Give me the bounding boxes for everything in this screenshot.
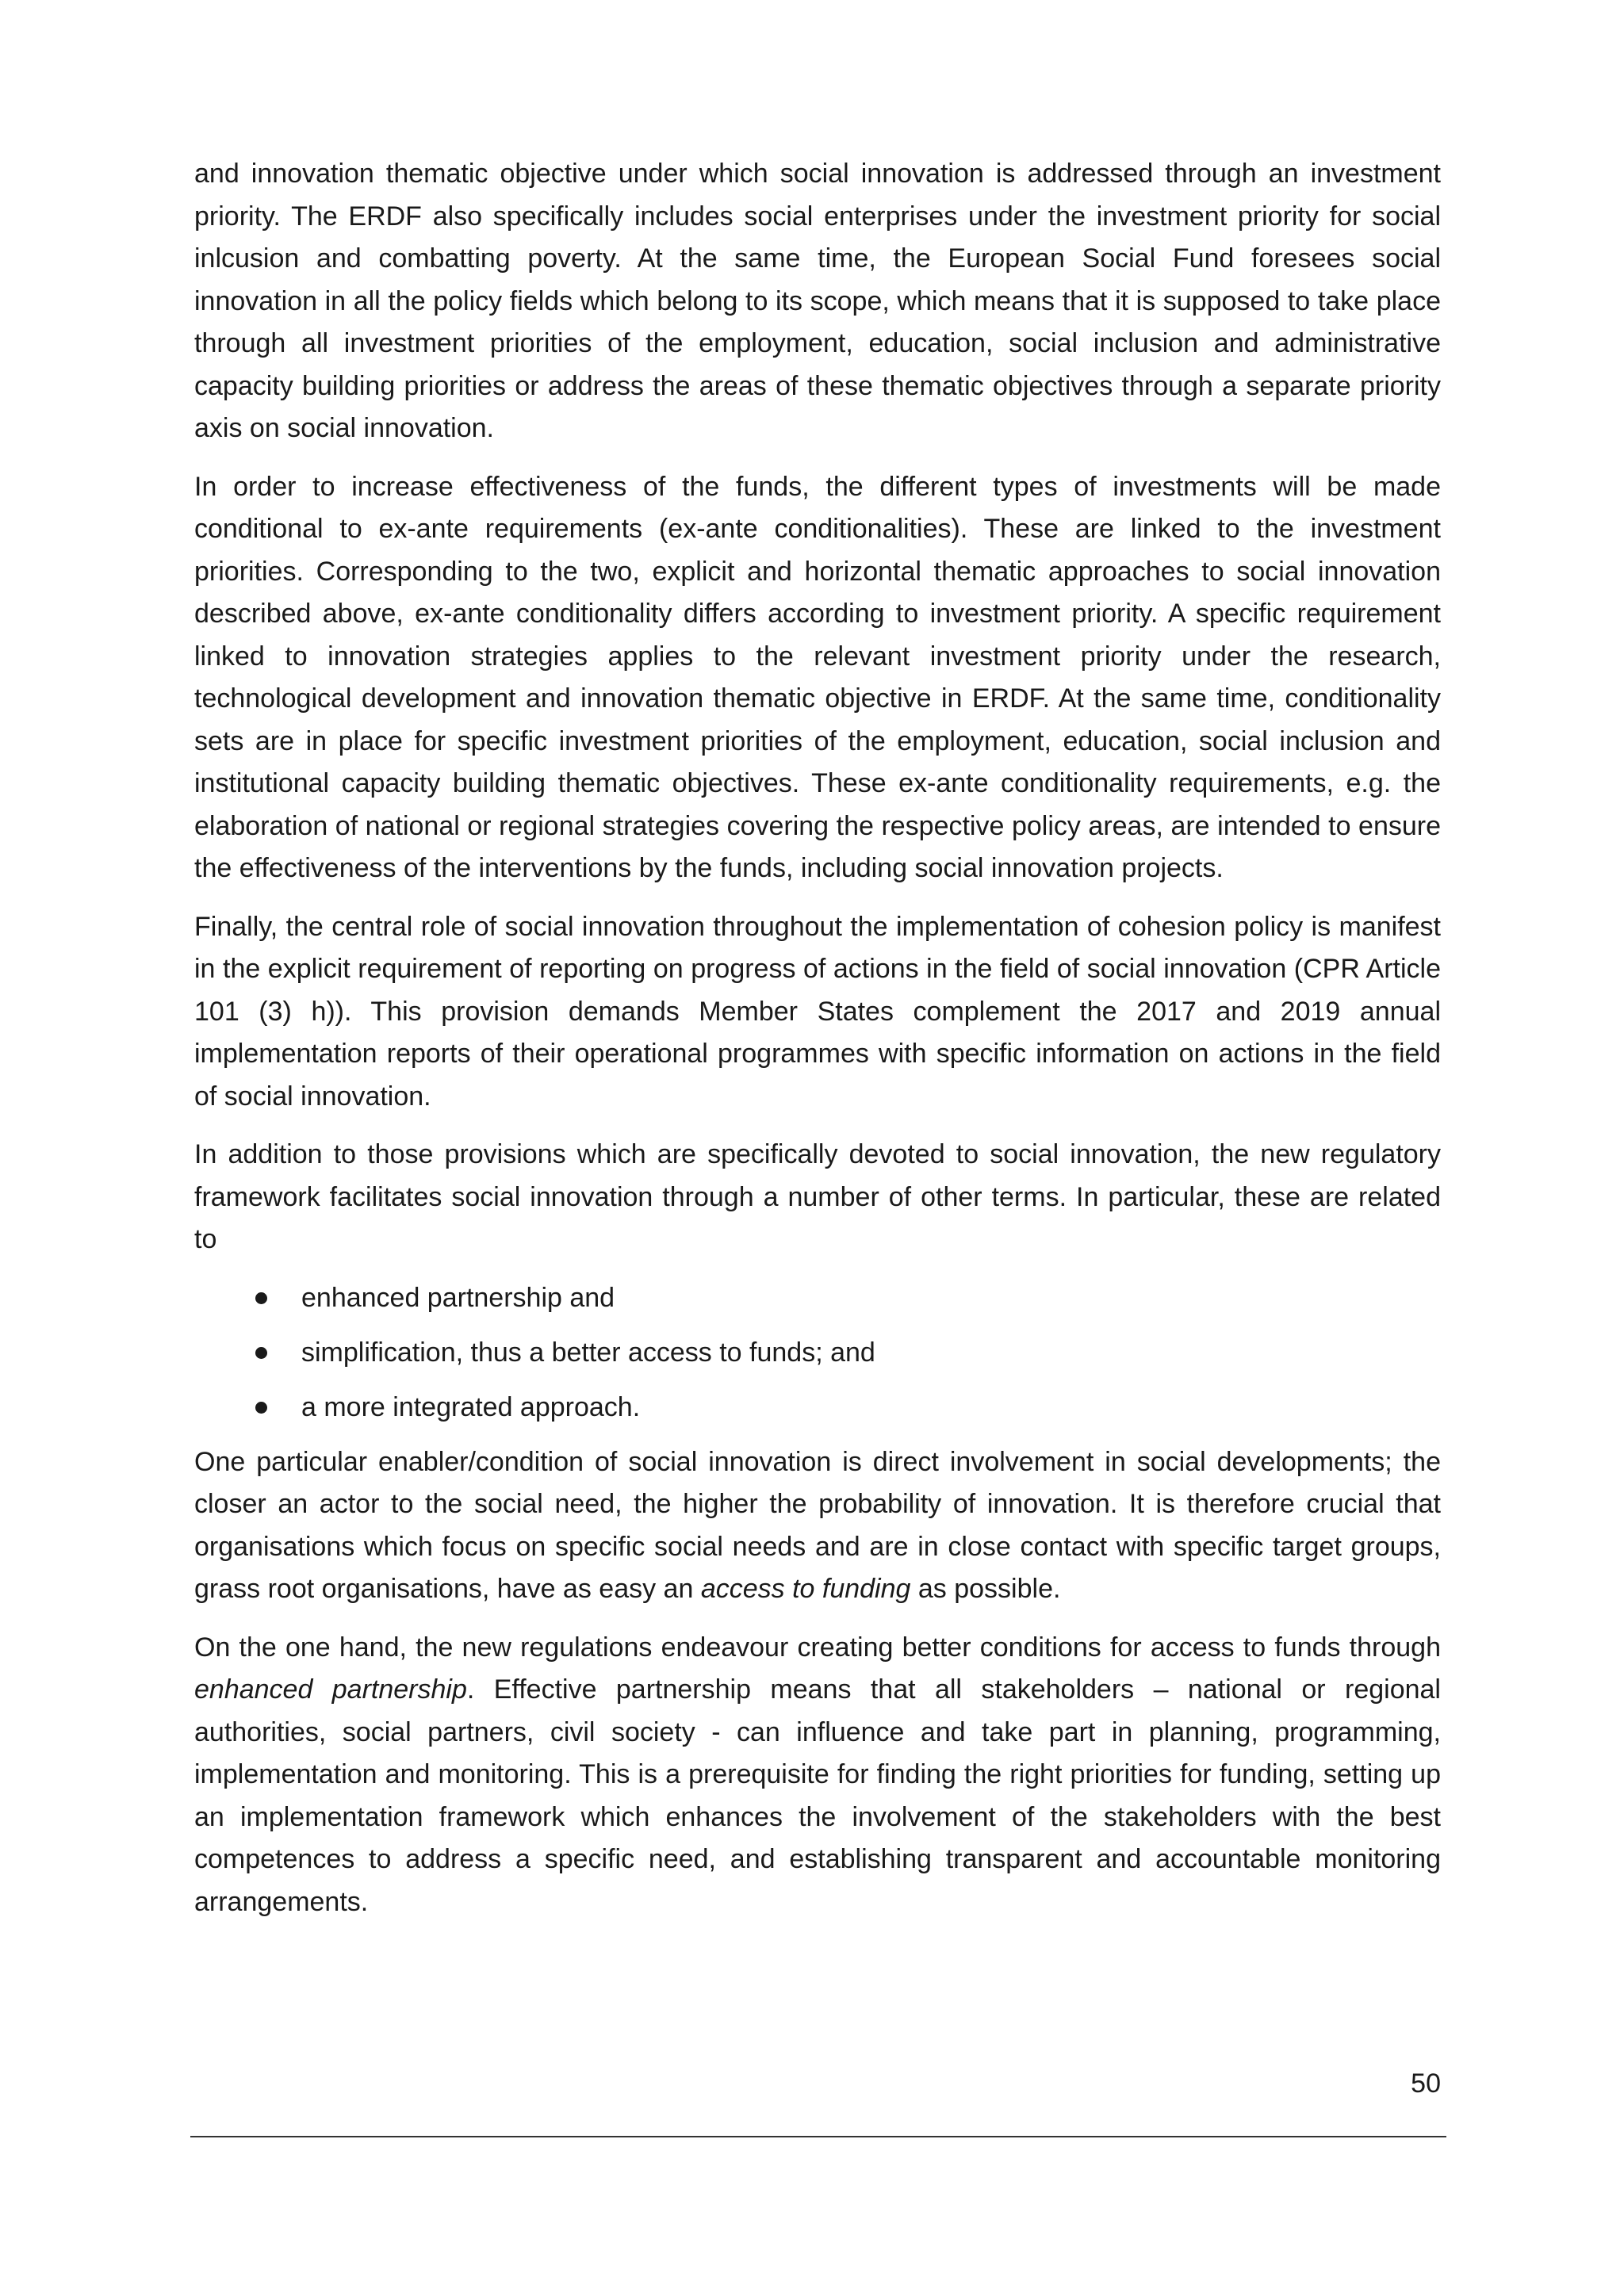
- paragraph: and innovation thematic objective under which social innovation is addressed through an investment priority. The ERDF also specifically includes social enterprises under the investment priority for social inlcusion and combatting poverty. At the same time, the European Social Fund foresees social innovation in all the policy fields which belong to its scope, which means that it is supposed to take place through all investment priorities of the employment, education, social inclusion and administrative capacity building priorities or address the areas of these thematic objectives through a separate priority axis on social innovation.: [194, 159, 1441, 443]
- list-item-text: a more integrated approach.: [301, 1391, 641, 1422]
- list-item-text: simplification, thus a better access to funds; and: [301, 1337, 875, 1368]
- list-item: [194, 1332, 1441, 1374]
- bullet-list: [194, 1277, 1441, 1429]
- paragraph: In order to increase effectiveness of the funds, the different types of investments will be made conditional to ex-ante requirements (ex-ante conditionalities). These are linked to the investment priorities. Corresponding to the two, explicit and horizontal thematic approaches to social innovation described above, ex-ante conditionality differs according to investment priority. A specific requirement linked to innovation strategies applies to the relevant investment priority under the research, technological development and innovation thematic objective in ERDF. At the same time, conditionality sets are in place for specific investment priorities of the employment, education, social inclusion and institutional capacity building thematic objectives. These ex-ante conditionality requirements, e.g. the elaboration of national or regional strategies covering the respective policy areas, are intended to ensure the effectiveness of the interventions by the funds, including social innovation projects.: [194, 471, 1441, 883]
- page-number: 50: [1411, 2068, 1441, 2099]
- list-item-text: enhanced partnership and: [301, 1282, 615, 1313]
- footer-divider: [190, 2136, 1446, 2137]
- list-item: [194, 1387, 1441, 1429]
- paragraph-text: as possible.: [910, 1574, 1061, 1604]
- emphasis-text: access to funding: [700, 1574, 911, 1604]
- bullet-icon: [255, 1347, 267, 1359]
- paragraph-text: One particular enabler/condition of social innovation is direct involvement in social developments; the closer an actor to the social need, the higher the probability of innovation. It is therefore crucial that organisations which focus on specific social needs and are in close contact with specific target groups, grass root organisations, have as easy an: [194, 1446, 1441, 1604]
- paragraph-text: . Effective partnership means that all stakeholders – national or regional authorities, social partners, civil society - can influence and take part in planning, programming, implementation and monitoring. This is a prerequisite for finding the right priorities for funding, setting up an implementation framework which enhances the involvement of the stakeholders with the best competences to address a specific need, and establishing transparent and accountable monitoring arrangements.: [194, 1674, 1441, 1917]
- paragraph: In addition to those provisions which are specifically devoted to social innovation, the new regulatory framework facilitates social innovation through a number of other terms. In particular, these are related to: [194, 1139, 1441, 1254]
- paragraph: Finally, the central role of social innovation throughout the implementation of cohesion policy is manifest in the explicit requirement of reporting on progress of actions in the field of social innovation (CPR Article 101 (3) h)). This provision demands Member States complement the 2017 and 2019 annual implementation reports of their operational programmes with specific information on actions in the field of social innovation.: [194, 911, 1441, 1112]
- paragraph-text: On the one hand, the new regulations endeavour creating better conditions for access to funds through: [194, 1632, 1441, 1663]
- paragraph: [194, 1627, 1441, 1924]
- page-body: [194, 153, 1441, 1939]
- bullet-icon: [255, 1292, 267, 1304]
- emphasis-text: enhanced partnership: [194, 1674, 467, 1705]
- bullet-icon: [255, 1402, 267, 1414]
- paragraph: [194, 1441, 1441, 1611]
- list-item: [194, 1277, 1441, 1319]
